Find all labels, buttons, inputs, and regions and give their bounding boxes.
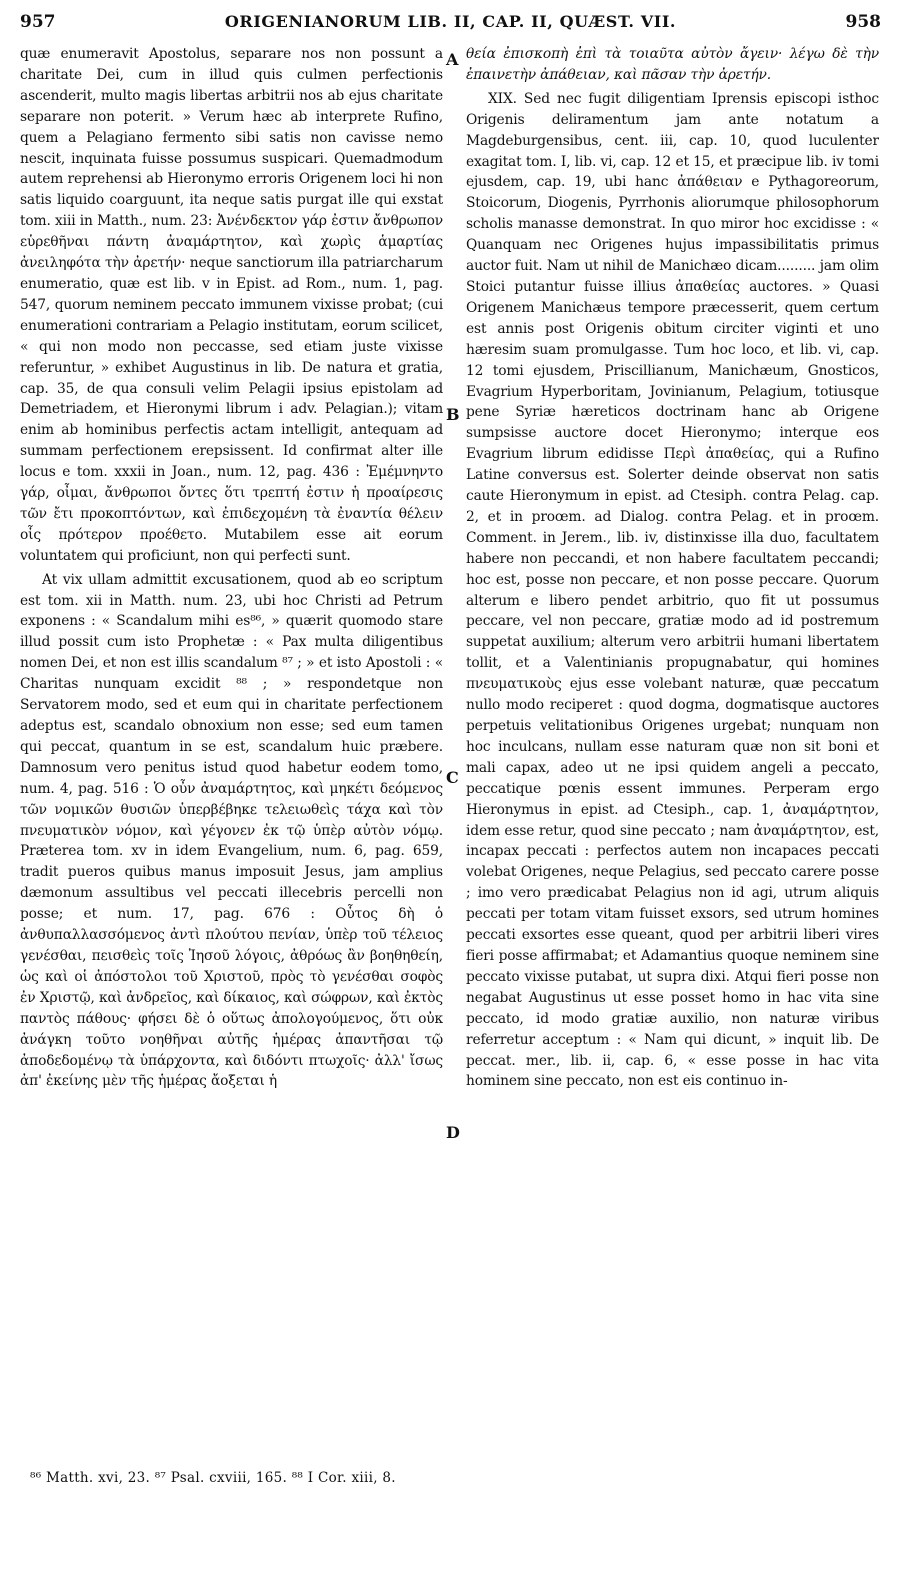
footnotes: ⁸⁶ Matth. xvi, 23. ⁸⁷ Psal. cxviii, 165. ⁸⁸ I Cor. xiii, 8. bbox=[30, 1470, 396, 1486]
paragraph: XIX. Sed nec fugit diligentiam Iprensis episcopi isthoc Origenis deliramentum jam ante notatum a Magdeburgensibus, cent. iii, cap. 10, quod luculenter exagitat tom. I, lib. vi, cap. 12 et 15, et præcipue lib. iv tomi ejusdem, cap. 19, ubi hanc ἀπάθειαν e Pythagoreorum, Stoicorum, Diogenis, Pyrrhonis aliorumque philosophorum scholis manasse demonstrat. In quo miror hoc excidisse : « Quanquam nec Origenes hujus impassibilitatis primus auctor fuit. Nam ut nihil de Manichæo dicam......... jam olim Stoici putantur fuisse illius ἀπαθείας auctores. » Quasi Origenem Manichæus tempore præcesserit, quem certum est annis post Origenis obitum circiter viginti et uno hæresim suam promulgasse. Tum hoc loco, et lib. vi, cap. 12 tomi ejusdem, Priscillianum, Manichæum, Gnosticos, Evagrium Hyperboritam, Jovinianum, Pelagium, totiusque pene Syriæ hæreticos doctrinam hanc ab Origene sumpsisse auctore docet Hieronymo; interque eos Evagrium librum edidisse Περὶ ἀπαθείας, qui a Rufino Latine conversus est. Solerter deinde observat non satis caute Hieronymum in epist. ad Ctesiph. contra Pelag. cap. 2, et in proœm. ad Dialog. contra Pelag. et in proœm. Comment. in Jerem., lib. iv, distinxisse illa duo, facultatem habere non peccandi, et non habere facultatem peccandi; hoc est, posse non peccare, et non posse peccare. Quorum alterum e libero pendet arbitrio, quo fit ut possumus peccare, vel non peccare, gratiæ modo ad id postremum suppetat auxilium; alterum vero arbitrii humani libertatem tollit, et a Valentinianis propugnabatur, qui homines πνευματικοὺς ejus esse volebant naturæ, quæ peccatum nullo modo reciperet : quod dogma, dogmatisque auctores perpetuis velitationibus Origenes urgebat; nunquam non hoc inculcans, nullam esse naturam quæ non sit boni et mali capax, adeo ut ne ipsi quidem angeli a peccato, peccatique pœnis essent immunes. Perperam ergo Hieronymus in epist. ad Ctesiph., cap. 1, ἀναμάρτητον, idem esse retur, quod sine peccato ; nam ἀναμάρτητον, est, incapax peccati : perfectos autem non incapaces peccati volebat Origenes, neque Pelagius, sed peccato carere posse ; imo vero prædicabat Pelagius non id agi, utrum aliquis peccati per totam vitam fuisset exsors, sed utrum homines peccati exsortes esse queant, quod per arbitrii liberi vires fieri posse affirmabat; et Adamantius quoque neminem sine peccato vixisse putabat, ut supra dixi. Atqui fieri posse non negabat Augustinus ut esse posset homo in hac vita sine peccato, id modo gratiæ auxilio, non naturæ viribus referretur acceptum : « Nam qui dicunt, » inquit lib. De peccat. mer., lib. ii, cap. 6, « esse posse in hac vita hominem sine peccato, non est eis continuo in- bbox=[466, 90, 879, 1090]
paragraph: θεία ἐπισκοπὴ ἐπὶ τὰ τοιαῦτα αὐτὸν ἄγειν· λέγω δὲ τὴν ἐπαινετὴν ἀπάθειαν, καὶ πᾶσαν τὴν ἀρετήν. bbox=[466, 46, 879, 83]
page-number-left: 957 bbox=[20, 12, 56, 32]
margin-mark-d: D bbox=[446, 1123, 460, 1142]
margin-mark-a: A bbox=[446, 50, 459, 69]
right-column bbox=[466, 44, 879, 1464]
left-column bbox=[20, 44, 443, 1464]
running-header bbox=[20, 12, 881, 42]
page-number-right: 958 bbox=[845, 12, 881, 32]
paragraph: quæ enumeravit Apostolus, separare nos non possunt a charitate Dei, cum in illud quis culmen perfectionis ascenderit, multo magis libertas arbitrii nos ab ejus charitate separare non poterit. » Verum hæc ab interprete Rufino, quem a Pelagiano fermento sibi satis non cavisse nemo nescit, inquinata fuisse possumus suspicari. Quemadmodum autem reprehensi ab Hieronymo erroris Origenem loci hi non satis liquido coarguunt, ita neque satis purgat ille qui exstat tom. xiii in Matth., num. 23: Ἀνένδεκτον γάρ ἐστιν ἄνθρωπον εὑρεθῆναι πάντη ἀναμάρτητον, καὶ χωρὶς ἁμαρτίας ἀνειληφότα τὴν ἀρετήν· neque sanctiorum illa patriarcharum enumeratio, quæ est lib. v in Epist. ad Rom., num. 1, pag. 547, quorum neminem peccato immunem vixisse probat; (cui enumerationi contrariam a Pelagio institutam, eorum scilicet, « qui non modo non peccasse, sed etiam juste vixisse referuntur, » exhibet Augustinus in lib. De natura et gratia, cap. 35, de qua consuli velim Pelagii ipsius epistolam ad Demetriadem, et Hieronymi librum i adv. Pelagian.); vitam enim ab hominibus perfectis actam intelligit, antequam ad summam perfectionem erepsissent. Id confirmat alter ille locus e tom. xxxii in Joan., num. 12, pag. 436 : Ἐμέμνηντο γάρ, οἶμαι, ἄνθρωποι ὄντες ὅτι τρεπτή ἐστιν ἡ προαίρεσις τῶν ἔτι προκοπτόντων, καὶ ἐπιδεχομένη τὰ ἐναντία θέλειν οἷς πρότερον προέθετο. Mutabilem esse ait eorum voluntatem qui proficiunt, non qui perfecti sunt. bbox=[20, 46, 443, 564]
paragraph: At vix ullam admittit excusationem, quod ab eo scriptum est tom. xii in Matth. num. 23, ubi hoc Christi ad Petrum exponens : « Scandalum mihi es⁸⁶, » quærit quomodo stare illud possit cum isto Prophetæ : « Pax multa diligentibus nomen Dei, et non est illis scandalum ⁸⁷ ; » et isto Apostoli : « Charitas nunquam excidit ⁸⁸ ; » respondetque non Servatorem modo, sed et eum qui in charitate perfectionem adeptus est, scandalo obnoxium non esse; sed eum tamen qui peccat, quantum in se est, scandalum huic præbere. Damnosum vero penitus istud quod habetur eodem tomo, num. 4, pag. 516 : Ὁ οὖν ἀναμάρτητος, καὶ μηκέτι δεόμενος τῶν νομικῶν θυσιῶν ὑπερβέβηκε τελειωθεὶς τάχα καὶ τὸν πνευματικὸν νόμον, καὶ γέγονεν ἐκ τῷ ὑπὲρ αὐτὸν νόμῳ. Præterea tom. xv in idem Evangelium, num. 6, pag. 659, tradit pueros quibus manus imposuit Jesus, jam amplius dæmonum assultibus vel peccati illecebris percelli non posse; et num. 17, pag. 676 : Οὗτος δὴ ὁ ἀνθυπαλλασσόμενος ἀντὶ πλούτου πενίαν, ὑπὲρ τοῦ τέλειος γενέσθαι, πεισθεὶς τοῖς Ἰησοῦ λόγοις, ἀθρόως ἂν βοηθηθείη, ὡς καὶ οἱ ἀπόστολοι τοῦ Χριστοῦ, πρὸς τὸ γενέσθαι σοφὸς ἐν Χριστῷ, καὶ ἀνδρεῖος, καὶ δίκαιος, καὶ σώφρων, καὶ ἐκτὸς παντὸς πάθους· φήσει δὲ ὁ οὕτως ἀπολογούμενος, ὅτι οὐκ ἀνάγκη τοῦτο νοηθῆναι αὐτῆς ἡμέρας ἀπαντῆσαι τῷ ἀποδεδομένῳ τὰ ὑπάρχοντα, καὶ διδόντι πτωχοῖς· ἀλλ' ἴσως ἀπ' ἐκείνης μὲν τῆς ἡμέρας ἄοξεται ἡ bbox=[20, 571, 443, 1090]
margin-mark-c: C bbox=[446, 768, 459, 787]
running-title: ORIGENIANORUM LIB. II, CAP. II, QUÆST. VII. bbox=[224, 12, 677, 31]
margin-mark-b: B bbox=[446, 405, 460, 424]
